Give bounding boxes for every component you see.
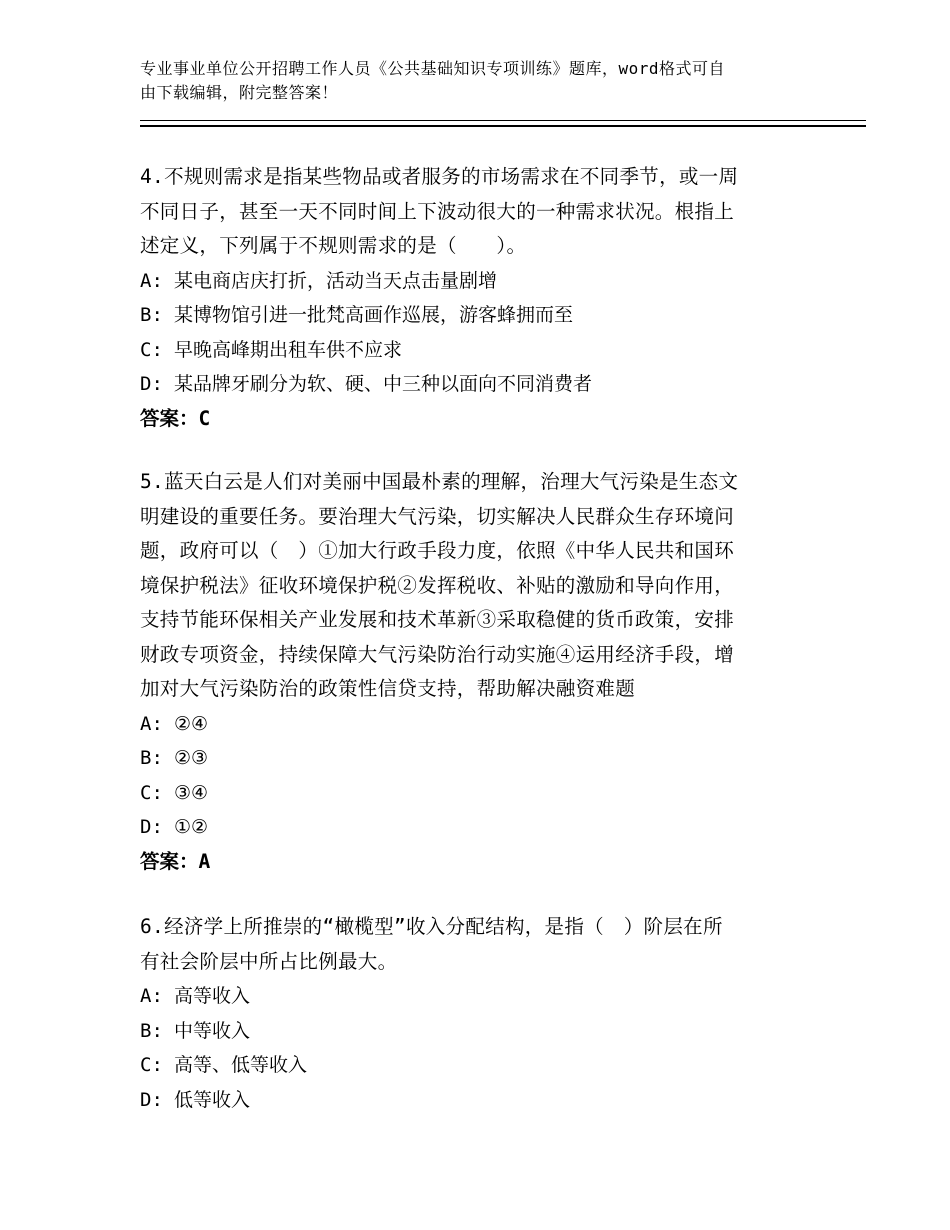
- option-a: [140, 264, 800, 299]
- header-line-2: 由下载编辑，附完整答案！: [140, 83, 339, 102]
- question-stem-line: 6.经济学上所推崇的“橄榄型”收入分配结构，是指（ ）阶层在所: [140, 915, 723, 938]
- question-stem-line: 不同日子，甚至一天不同时间上下波动很大的一种需求状况。根指上: [140, 199, 735, 223]
- option-letter: B:: [140, 1019, 163, 1042]
- option-text: 高等收入: [174, 985, 251, 1007]
- answer-label: 答案：A: [140, 849, 211, 873]
- option-letter: B:: [140, 747, 163, 769]
- option-letter: C:: [140, 338, 163, 361]
- option-text: 某博物馆引进一批梵高画作巡展，游客蜂拥而至: [174, 304, 574, 326]
- document-header: [140, 57, 820, 105]
- option-b: [140, 298, 800, 333]
- question-stem-line: 述定义，下列属于不规则需求的是（ ）。: [140, 234, 527, 257]
- header-line-1: 专业事业单位公开招聘工作人员《公共基础知识专项训练》题库，word格式可自: [140, 59, 726, 78]
- option-letter: D:: [140, 1088, 163, 1111]
- question-stem-line: 5.蓝天白云是人们对美丽中国最朴素的理解，治理大气污染是生态文: [140, 470, 739, 493]
- question-6: [140, 910, 800, 1117]
- question-stem-line: 财政专项资金，持续保障大气污染防治行动实施④运用经济手段，增: [140, 642, 735, 666]
- option-letter: B:: [140, 304, 163, 326]
- option-text: 中等收入: [174, 1019, 251, 1042]
- question-stem-line: 境保护税法》征收环境保护税②发挥税收、补贴的激励和导向作用，: [140, 573, 735, 597]
- option-c: [140, 1048, 800, 1083]
- option-letter: A:: [140, 269, 163, 292]
- option-letter: A:: [140, 712, 163, 735]
- option-a: [140, 979, 800, 1014]
- option-c: [140, 333, 800, 368]
- question-stem-line: 明建设的重要任务。要治理大气污染，切实解决人民群众生存环境问: [140, 504, 735, 528]
- option-d: [140, 367, 800, 402]
- option-text: 低等收入: [174, 1088, 251, 1111]
- question-5: [140, 465, 800, 879]
- option-text: ③④: [174, 781, 209, 804]
- question-stem-line: 支持节能环保相关产业发展和技术革新③采取稳健的货币政策，安排: [140, 608, 735, 631]
- option-text: ②④: [174, 712, 209, 735]
- option-text: 高等、低等收入: [174, 1054, 308, 1076]
- option-c: [140, 776, 800, 811]
- option-letter: D:: [140, 373, 163, 395]
- question-stem-line: 有社会阶层中所占比例最大。: [140, 949, 398, 973]
- option-letter: C:: [140, 781, 163, 804]
- option-b: [140, 741, 800, 776]
- option-d: [140, 1083, 800, 1118]
- option-a: [140, 707, 800, 742]
- header-divider: [140, 120, 866, 127]
- option-text: 早晚高峰期出租车供不应求: [174, 338, 403, 361]
- option-letter: C:: [140, 1054, 163, 1076]
- option-text: 某品牌牙刷分为软、硬、中三种以面向不同消费者: [174, 373, 593, 395]
- question-stem-line: 4.不规则需求是指某些物品或者服务的市场需求在不同季节，或一周: [140, 165, 739, 188]
- option-letter: D:: [140, 816, 163, 838]
- option-b: [140, 1014, 800, 1049]
- question-stem-line: 题，政府可以（ ）①加大行政手段力度，依照《中华人民共和国环: [140, 539, 735, 562]
- option-letter: A:: [140, 985, 163, 1007]
- option-text: ②③: [174, 747, 209, 769]
- option-d: [140, 810, 800, 845]
- option-text: 某电商店庆打折，活动当天点击量剧增: [174, 269, 498, 292]
- option-text: ①②: [174, 816, 209, 838]
- question-stem-line: 加对大气污染防治的政策性信贷支持，帮助解决融资难题: [140, 677, 636, 700]
- answer-label: 答案：C: [140, 406, 211, 430]
- question-4: [140, 160, 800, 436]
